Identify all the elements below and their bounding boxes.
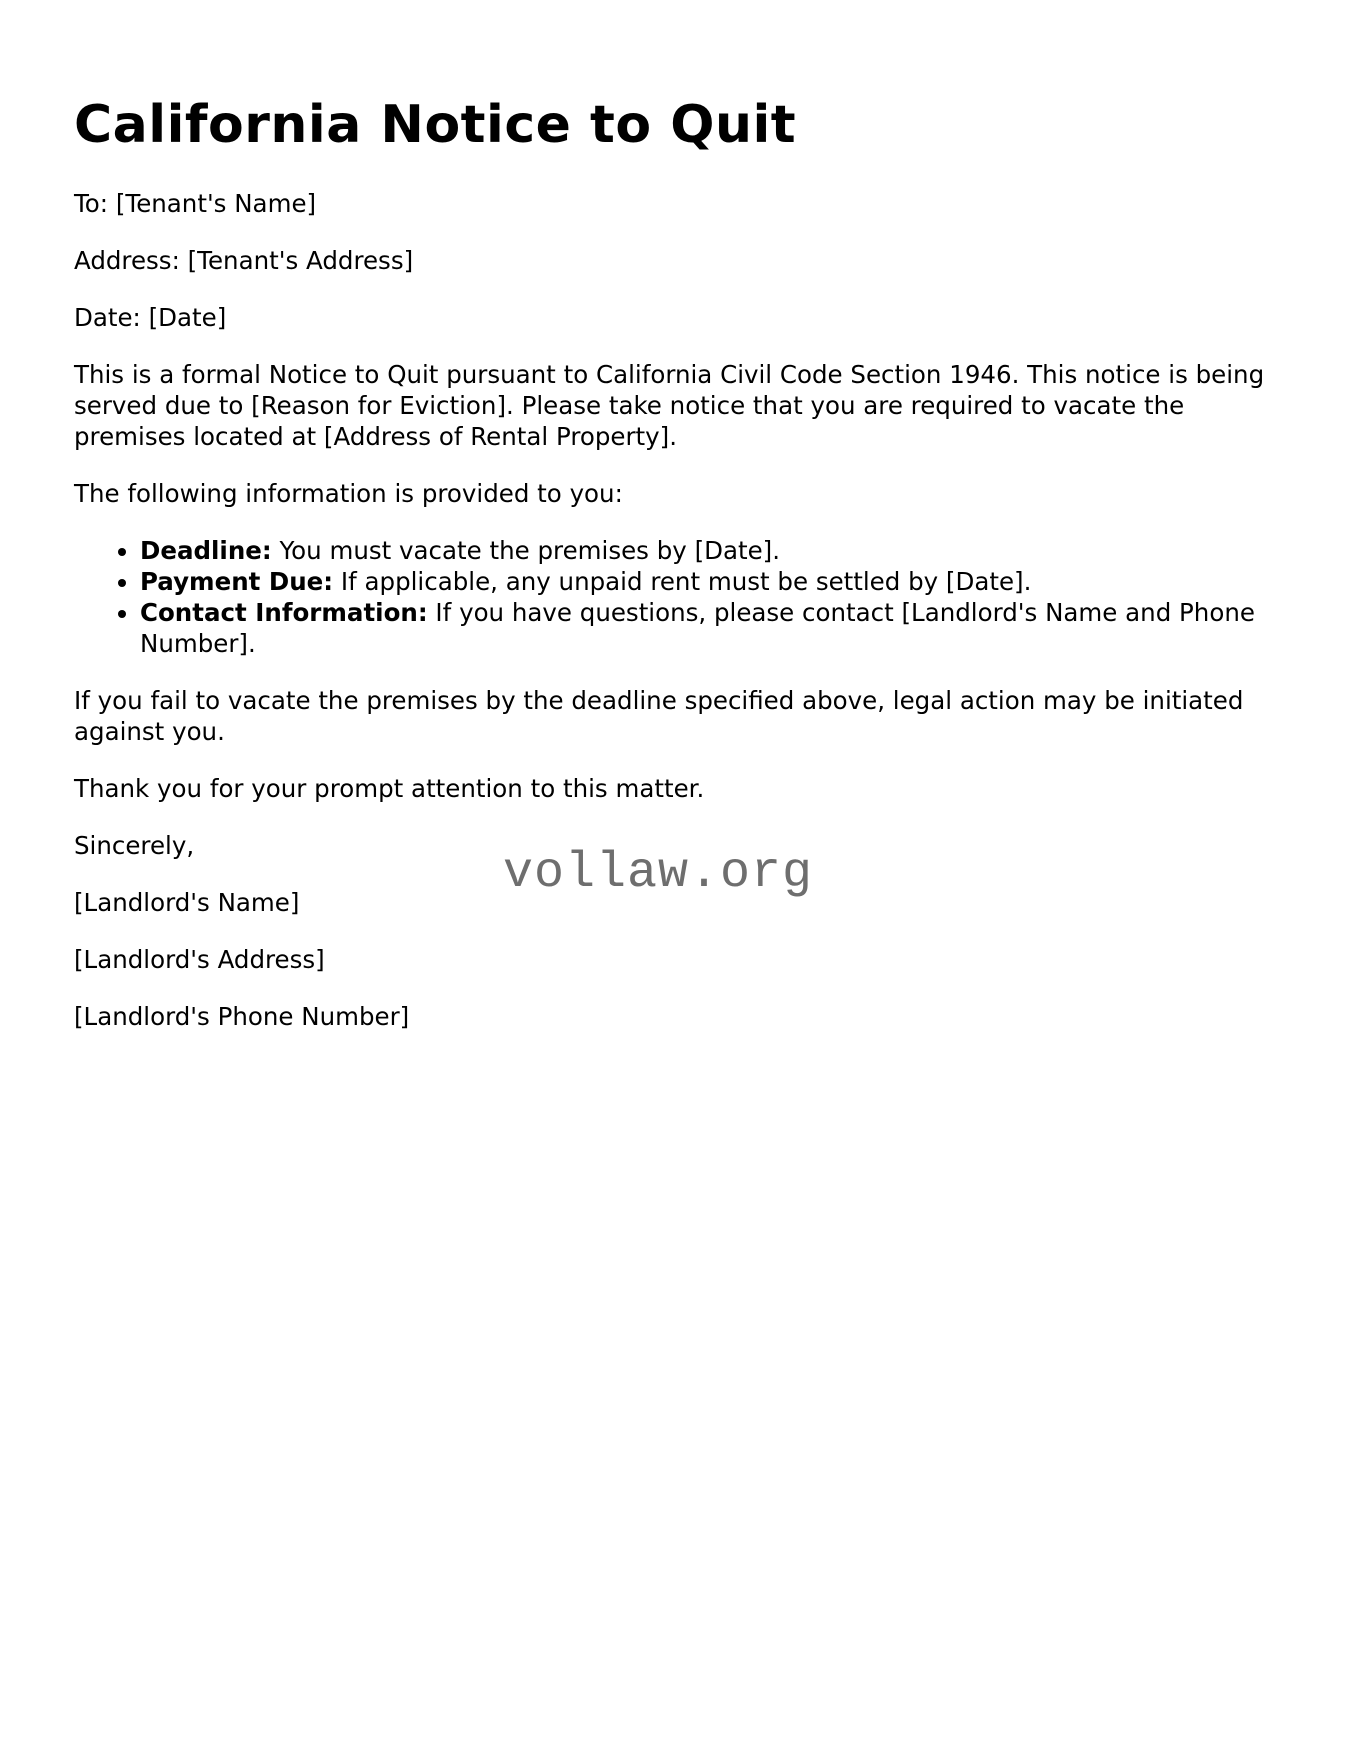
- list-item-label: Deadline:: [140, 536, 272, 566]
- list-item-text: If you have questions, please contact [Landlord's Name and Phone Number].: [140, 598, 1255, 659]
- landlord-phone: [Landlord's Phone Number]: [74, 1002, 410, 1032]
- list-item-payment: [140, 566, 1274, 597]
- info-list: [74, 535, 1274, 659]
- info-intro: The following information is provided to you:: [74, 479, 623, 509]
- list-item-text: If applicable, any unpaid rent must be settled by [Date].: [333, 567, 1032, 597]
- document-title: California Notice to Quit: [74, 95, 797, 155]
- intro-paragraph: This is a formal Notice to Quit pursuant to California Civil Code Section 1946. This notice is being served due to [Reason for Eviction]. Please take notice that you are required to vacate the premises located at [Address of Rental Property].: [74, 360, 1265, 452]
- warning-paragraph: If you fail to vacate the premises by the deadline specified above, legal action may be initiated against you.: [74, 686, 1244, 747]
- address-line: Address: [Tenant's Address]: [74, 246, 414, 276]
- list-item-contact: [140, 597, 1274, 659]
- to-line: To: [Tenant's Name]: [74, 189, 317, 219]
- list-item-deadline: [140, 535, 1274, 566]
- date-line: Date: [Date]: [74, 303, 227, 333]
- landlord-address: [Landlord's Address]: [74, 945, 325, 975]
- landlord-name: [Landlord's Name]: [74, 888, 300, 918]
- list-item-label: Contact Information:: [140, 598, 428, 628]
- list-item-text: You must vacate the premises by [Date].: [271, 536, 781, 566]
- closing-line: Sincerely,: [74, 831, 195, 861]
- thanks-line: Thank you for your prompt attention to this matter.: [74, 774, 705, 804]
- list-item-label: Payment Due:: [140, 567, 334, 597]
- watermark: vollaw.org: [503, 845, 814, 902]
